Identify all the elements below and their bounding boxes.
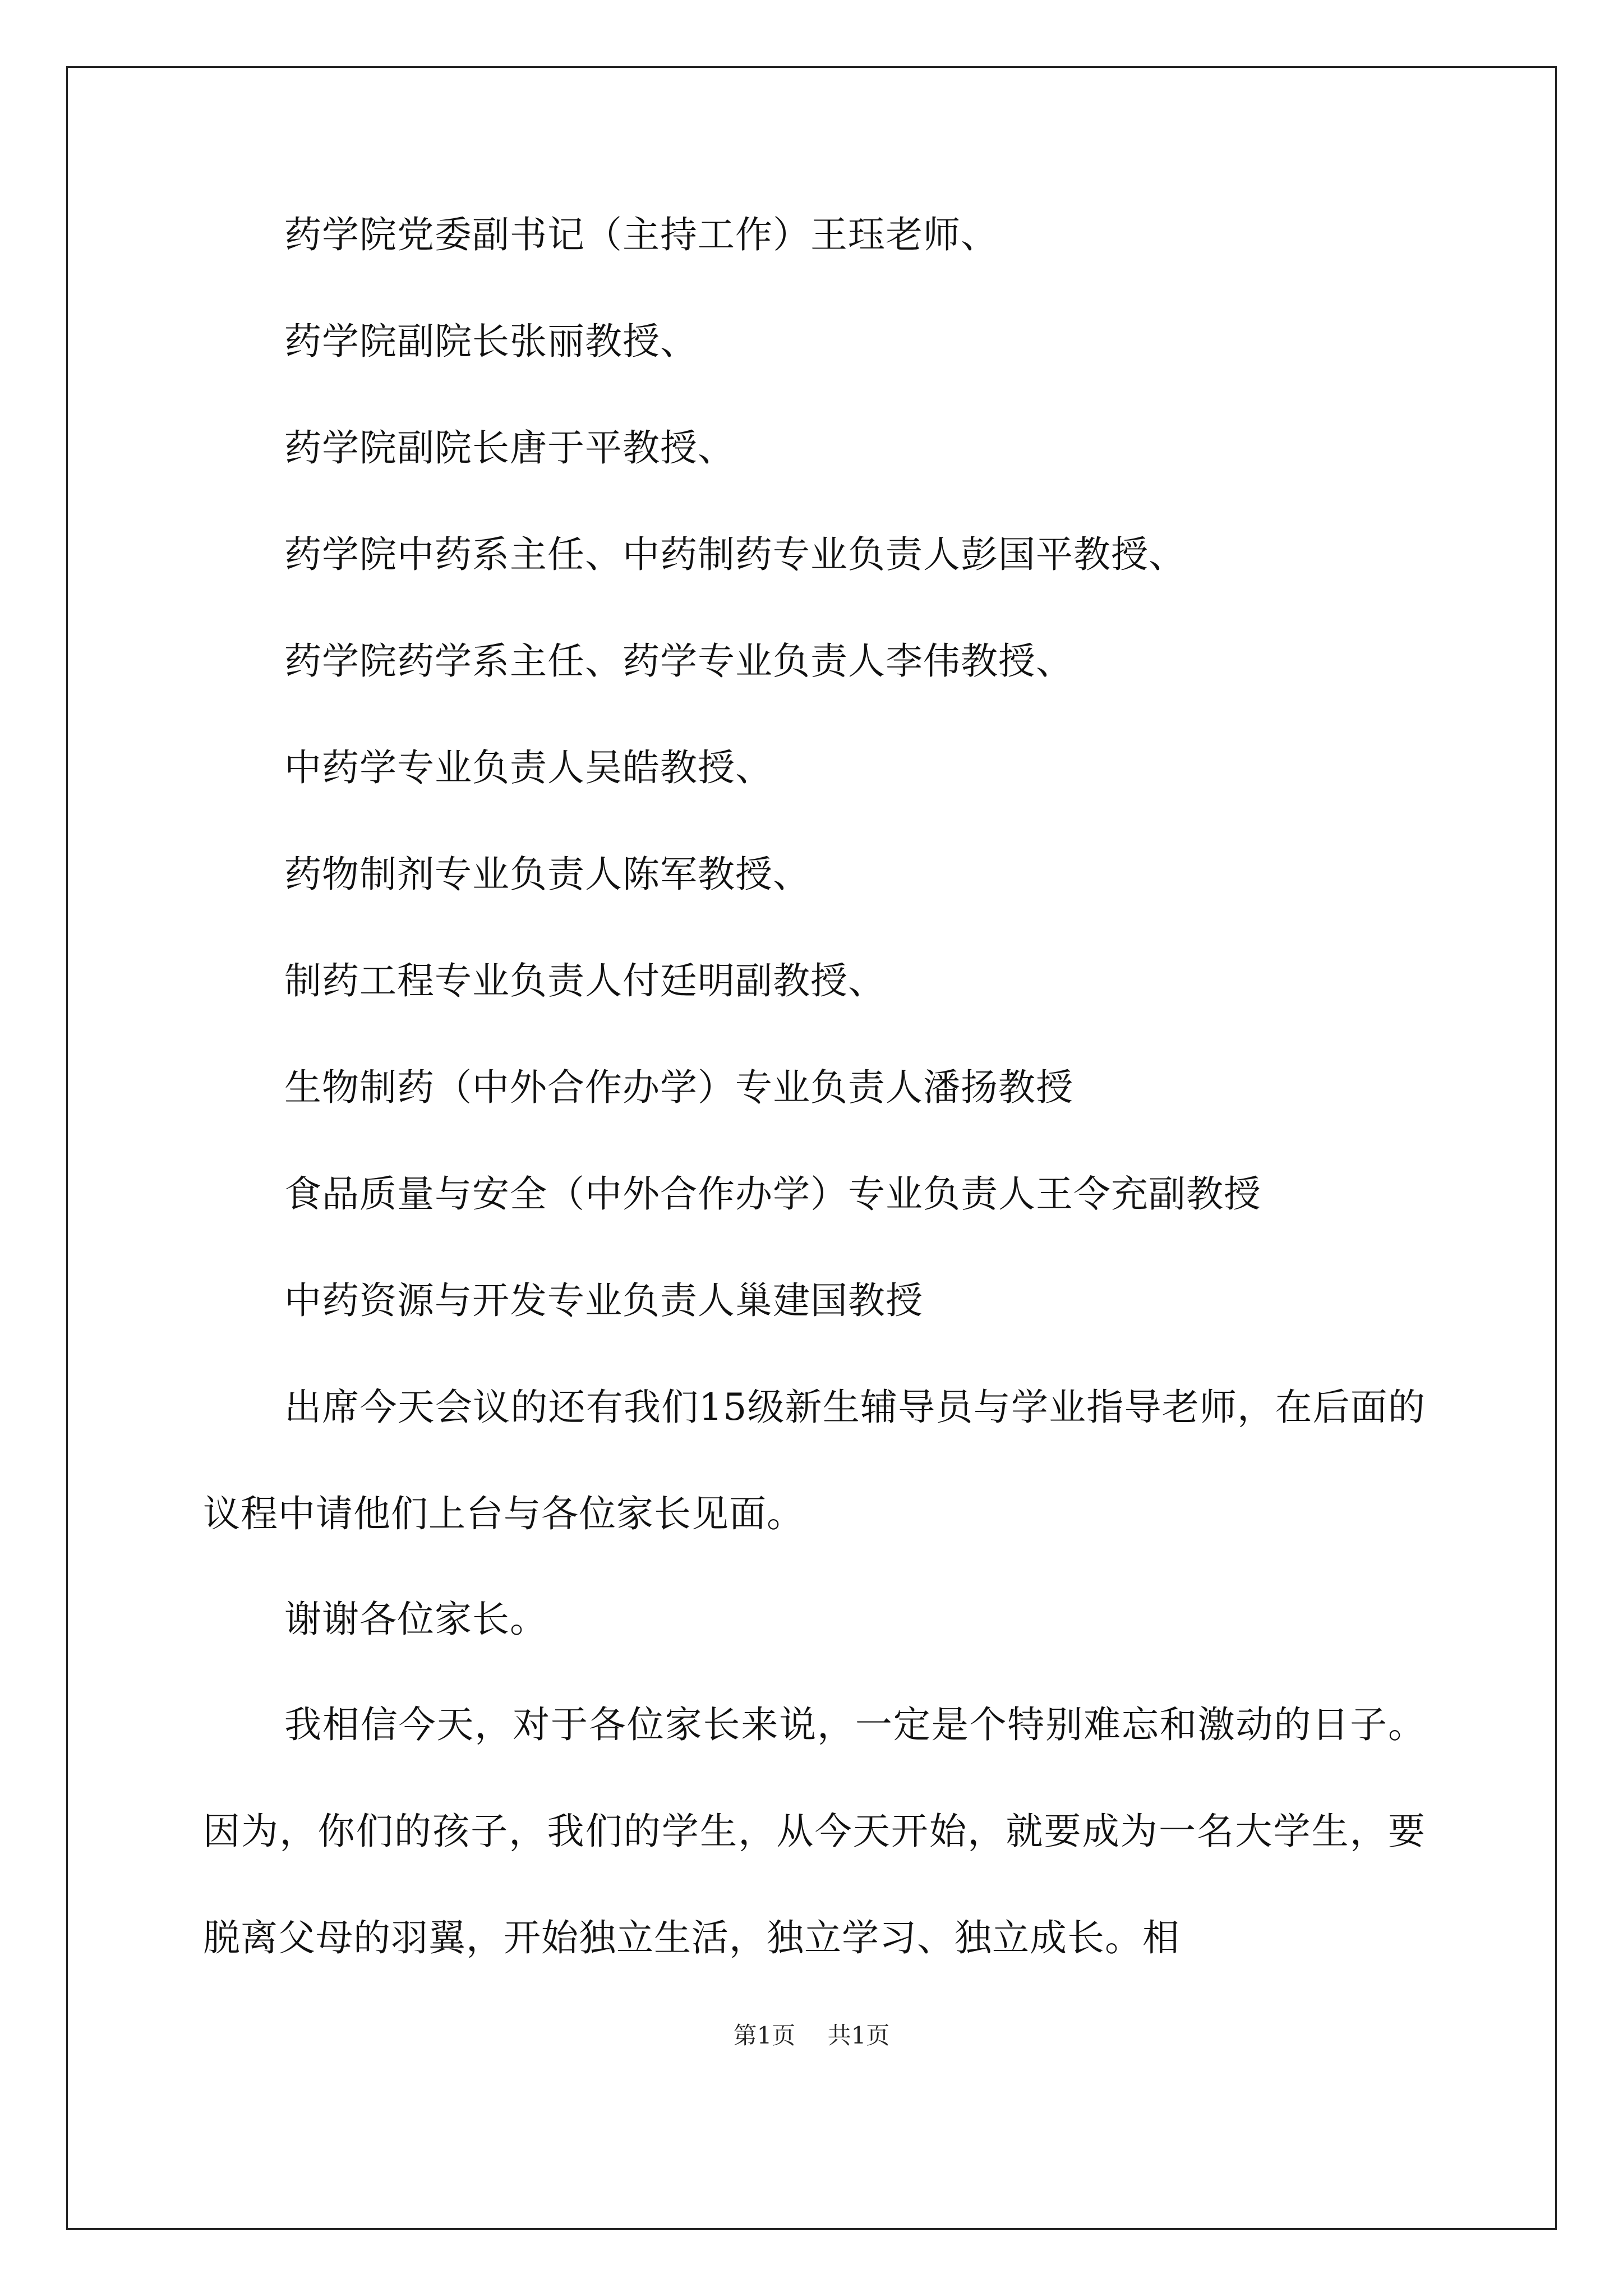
- attendee-line: 药物制剂专业负责人陈军教授、: [284, 853, 810, 896]
- page-total: 共1页: [827, 2022, 890, 2049]
- attendee-line: 药学院药学系主任、药学专业负责人李伟教授、: [284, 639, 1073, 683]
- attendee-line: 中药资源与开发专业负责人巢建国教授: [284, 1279, 923, 1322]
- page-footer: [0, 2017, 1623, 2051]
- paragraph-thanks: 谢谢各位家长。: [284, 1598, 547, 1641]
- attendee-line: 食品质量与安全（中外合作办学）专业负责人王令充副教授: [284, 1172, 1261, 1216]
- paragraph-welcome: 我相信今天，对于各位家长来说，一定是个特别难忘和激动的日子。因为，你们的孩子，我们的学生，从今天开始，就要成为一名大学生，要脱离父母的羽翼，开始独立生活，独立学习、独立成长。相: [203, 1703, 1426, 1959]
- page-number: 第1页: [733, 2022, 796, 2049]
- attendee-line: 药学院副院长张丽教授、: [284, 320, 698, 363]
- paragraph-advisors: 出席今天会议的还有我们15级新生辅导员与学业指导老师，在后面的议程中请他们上台与各位家长见面。: [203, 1386, 1426, 1535]
- attendee-line: 制药工程专业负责人付廷明副教授、: [284, 959, 886, 1002]
- attendee-line: 药学院党委副书记（主持工作）王珏老师、: [284, 213, 998, 256]
- attendee-line: 药学院副院长唐于平教授、: [284, 426, 735, 470]
- attendee-line: 药学院中药系主任、中药制药专业负责人彭国平教授、: [284, 533, 1186, 576]
- attendee-line: 生物制药（中外合作办学）专业负责人潘扬教授: [284, 1066, 1073, 1109]
- document-body: [203, 209, 1426, 2017]
- attendee-line: 中药学专业负责人吴皓教授、: [284, 746, 773, 789]
